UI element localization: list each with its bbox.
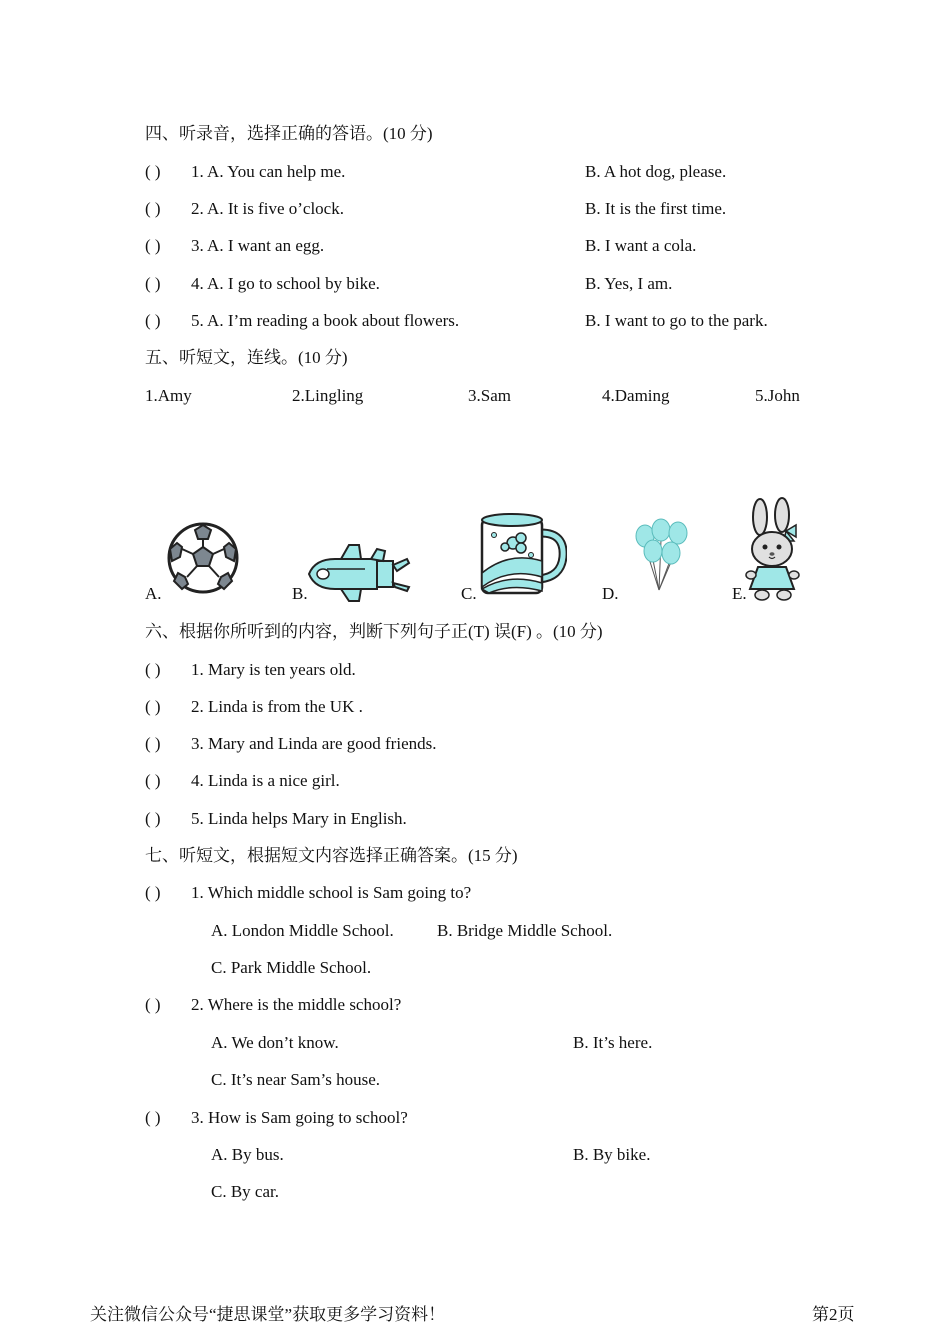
option-4-5-b: B. I want to go to the park. <box>585 311 768 330</box>
option-7-3-b: B. By bike. <box>573 1145 651 1164</box>
statement-6-3: 3. Mary and Linda are good friends. <box>191 734 437 753</box>
picture-label-a: A. <box>145 584 162 603</box>
name-daming[interactable]: 4.Daming <box>602 386 670 405</box>
option-7-1-c: C. Park Middle School. <box>211 958 372 977</box>
footer-promo: 关注微信公众号“捷思课堂”获取更多学习资料！ <box>90 1305 446 1324</box>
section-7-title: 七、听短文，根据短文内容选择正确答案。(15 分) <box>145 846 518 865</box>
option-7-1-b: B. Bridge Middle School. <box>437 921 613 940</box>
section-4-title: 四、听录音，选择正确的答语。(10 分) <box>145 124 433 143</box>
page-number: 第2页 <box>812 1305 855 1324</box>
option-4-3-b: B. I want a cola. <box>585 236 697 255</box>
question-7-2: 2. Where is the middle school? <box>191 995 402 1014</box>
question-4-5: 5. A. I’m reading a book about flowers. <box>191 311 460 330</box>
question-7-3: 3. How is Sam going to school? <box>191 1108 408 1127</box>
answer-blank-6-3[interactable]: ( ) <box>145 734 161 753</box>
answer-blank-4-3[interactable]: ( ) <box>145 236 161 255</box>
rocket-icon[interactable] <box>305 541 415 603</box>
option-7-2-c: C. It’s near Sam’s house. <box>211 1070 381 1089</box>
question-4-1: 1. A. You can help me. <box>191 162 346 181</box>
question-4-4: 4. A. I go to school by bike. <box>191 274 380 293</box>
section-6-title: 六、根据你所听到的内容，判断下列句子正(T) 误(F) 。(10 分) <box>145 622 603 641</box>
option-7-1-a: A. London Middle School. <box>211 921 394 940</box>
picture-label-b: B. <box>292 584 308 603</box>
answer-blank-7-2[interactable]: ( ) <box>145 995 161 1014</box>
mug-icon[interactable] <box>479 511 567 597</box>
statement-6-4: 4. Linda is a nice girl. <box>191 771 340 790</box>
statement-6-1: 1. Mary is ten years old. <box>191 660 356 679</box>
soccer-ball-icon[interactable] <box>166 521 240 595</box>
statement-6-2: 2. Linda is from the UK . <box>191 697 363 716</box>
name-john[interactable]: 5.John <box>755 386 800 405</box>
answer-blank-4-5[interactable]: ( ) <box>145 311 161 330</box>
answer-blank-6-2[interactable]: ( ) <box>145 697 161 716</box>
name-sam[interactable]: 3.Sam <box>468 386 511 405</box>
option-7-2-a: A. We don’t know. <box>211 1033 339 1052</box>
answer-blank-6-5[interactable]: ( ) <box>145 809 161 828</box>
name-lingling[interactable]: 2.Lingling <box>292 386 364 405</box>
answer-blank-4-4[interactable]: ( ) <box>145 274 161 293</box>
option-7-2-b: B. It’s here. <box>573 1033 653 1052</box>
option-4-4-b: B. Yes, I am. <box>585 274 673 293</box>
name-amy[interactable]: 1.Amy <box>145 386 192 405</box>
picture-label-d: D. <box>602 584 619 603</box>
question-4-3: 3. A. I want an egg. <box>191 236 325 255</box>
option-7-3-a: A. By bus. <box>211 1145 284 1164</box>
answer-blank-4-1[interactable]: ( ) <box>145 162 161 181</box>
answer-blank-4-2[interactable]: ( ) <box>145 199 161 218</box>
statement-6-5: 5. Linda helps Mary in English. <box>191 809 407 828</box>
answer-blank-6-4[interactable]: ( ) <box>145 771 161 790</box>
bunny-doll-icon[interactable] <box>744 497 804 603</box>
picture-label-c: C. <box>461 584 477 603</box>
option-4-2-b: B. It is the first time. <box>585 199 727 218</box>
picture-label-e: E. <box>732 584 747 603</box>
answer-blank-6-1[interactable]: ( ) <box>145 660 161 679</box>
answer-blank-7-3[interactable]: ( ) <box>145 1108 161 1127</box>
section-5-title: 五、听短文，连线。(10 分) <box>145 348 348 367</box>
option-4-1-b: B. A hot dog, please. <box>585 162 727 181</box>
answer-blank-7-1[interactable]: ( ) <box>145 883 161 902</box>
question-7-1: 1. Which middle school is Sam going to? <box>191 883 472 902</box>
question-4-2: 2. A. It is five o’clock. <box>191 199 344 218</box>
balloons-icon[interactable] <box>631 518 693 593</box>
option-7-3-c: C. By car. <box>211 1182 279 1201</box>
